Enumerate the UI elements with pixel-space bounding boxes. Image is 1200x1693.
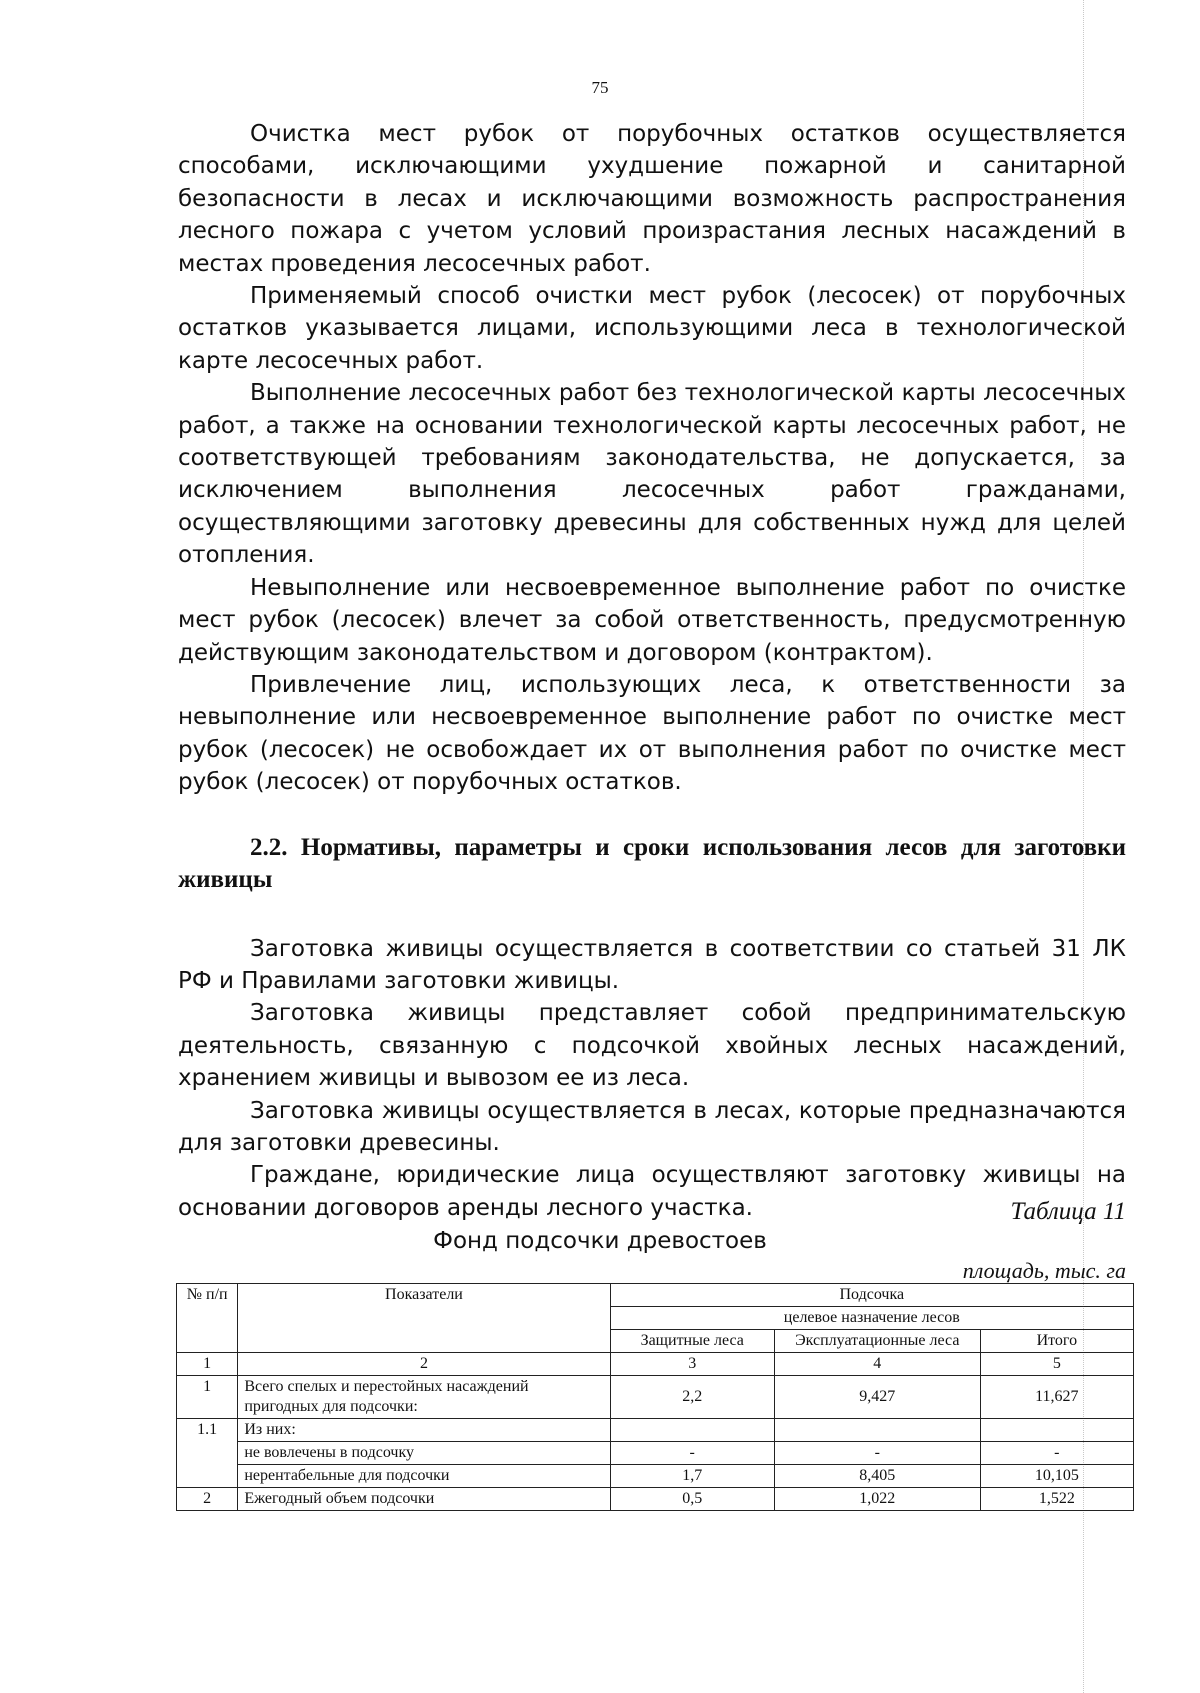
row-value-b: - — [774, 1442, 980, 1465]
paragraph: Выполнение лесосечных работ без технологической карты лесосечных работ, а также на основании технологической карты лесосечных работ, не соответствующей требованиям законодательства, не допускается, за исключением выполнения лесосечных работ гражданами, осуществляющими заготовку древесины для собственных нужд для целей отопления. — [178, 380, 1126, 569]
header-col-a: Защитные леса — [610, 1330, 774, 1353]
row-value-b: 1,022 — [774, 1488, 980, 1511]
row-value-b — [774, 1419, 980, 1442]
row-value-c — [980, 1419, 1133, 1442]
table-header-row — [177, 1284, 1134, 1307]
paragraph: Невыполнение или несвоевременное выполнение работ по очистке мест рубок (лесосек) влечет за собой ответственность, предусмотренную действующим законодательством и договором (контрактом). — [178, 574, 1126, 666]
row-value-c: 11,627 — [980, 1376, 1133, 1419]
row-label: Всего спелых и перестойных насаждений пригодных для подсочки: — [238, 1376, 610, 1419]
paragraph: Граждане, юридические лица осуществляют заготовку живицы на основании договоров аренды лесного участка. — [178, 1162, 1126, 1221]
numbering-cell: 2 — [238, 1353, 610, 1376]
header-indicators: Показатели — [238, 1284, 610, 1353]
row-value-a: 1,7 — [610, 1465, 774, 1488]
header-group: Подсочка — [610, 1284, 1133, 1307]
header-col-c: Итого — [980, 1330, 1133, 1353]
row-value-c: 1,522 — [980, 1488, 1133, 1511]
table-row — [177, 1488, 1134, 1511]
row-no: 1 — [177, 1376, 238, 1419]
table-numbering-row — [177, 1353, 1134, 1376]
page-number: 75 — [591, 78, 609, 97]
data-table — [176, 1283, 1134, 1511]
section-heading: 2.2. Нормативы, параметры и сроки использования лесов для заготовки живицы — [178, 833, 1126, 893]
row-label: Из них: — [238, 1419, 610, 1442]
paragraph: Заготовка живицы осуществляется в соответствии со статьей 31 ЛК РФ и Правилами заготовки живицы. — [178, 935, 1126, 994]
row-value-b: 8,405 — [774, 1465, 980, 1488]
table-row — [177, 1419, 1134, 1442]
table-row — [177, 1442, 1134, 1465]
numbering-cell: 1 — [177, 1353, 238, 1376]
paragraph: Привлечение лиц, использующих леса, к ответственности за невыполнение или несвоевременное выполнение работ по очистке мест рубок (лесосек) не освобождает их от выполнения работ по очистке мест рубок (лесосек) от порубочных остатков. — [178, 671, 1126, 796]
row-value-b: 9,427 — [774, 1376, 980, 1419]
row-value-a: - — [610, 1442, 774, 1465]
row-no — [177, 1442, 238, 1465]
numbering-cell: 4 — [774, 1353, 980, 1376]
numbering-cell: 5 — [980, 1353, 1133, 1376]
table-label: Таблица 11 — [1010, 1198, 1126, 1225]
row-value-a: 0,5 — [610, 1488, 774, 1511]
table-units: площадь, тыс. га — [962, 1258, 1126, 1283]
table-title: Фонд подсочки древостоев — [433, 1228, 767, 1254]
row-no: 1.1 — [177, 1419, 238, 1442]
header-no: № п/п — [177, 1284, 238, 1353]
table-row — [177, 1376, 1134, 1419]
row-label: не вовлечены в подсочку — [238, 1442, 610, 1465]
row-value-a — [610, 1419, 774, 1442]
paragraph: Заготовка живицы осуществляется в лесах, которые предназначаются для заготовки древесины. — [178, 1097, 1126, 1156]
table-row — [177, 1465, 1134, 1488]
row-no — [177, 1465, 238, 1488]
header-subgroup: целевое назначение лесов — [610, 1307, 1133, 1330]
paragraph: Заготовка живицы представляет собой предпринимательскую деятельность, связанную с подсочкой хвойных лесных насаждений, хранением живицы и вывозом ее из леса. — [178, 1000, 1126, 1092]
row-value-a: 2,2 — [610, 1376, 774, 1419]
header-col-b: Эксплуатационные леса — [774, 1330, 980, 1353]
row-value-c: - — [980, 1442, 1133, 1465]
numbering-cell: 3 — [610, 1353, 774, 1376]
row-label: Ежегодный объем подсочки — [238, 1488, 610, 1511]
paragraph: Применяемый способ очистки мест рубок (лесосек) от порубочных остатков указывается лицами, использующими леса в технологической карте лесосечных работ. — [178, 283, 1126, 374]
paragraph: Очистка мест рубок от порубочных остатков осуществляется способами, исключающими ухудшение пожарной и санитарной безопасности в лесах и исключающими возможность распространения лесного пожара с учетом условий произрастания лесных насаждений в местах проведения лесосечных работ. — [178, 121, 1126, 277]
row-no: 2 — [177, 1488, 238, 1511]
document-body — [178, 118, 1126, 1224]
row-label: нерентабельные для подсочки — [238, 1465, 610, 1488]
row-value-c: 10,105 — [980, 1465, 1133, 1488]
